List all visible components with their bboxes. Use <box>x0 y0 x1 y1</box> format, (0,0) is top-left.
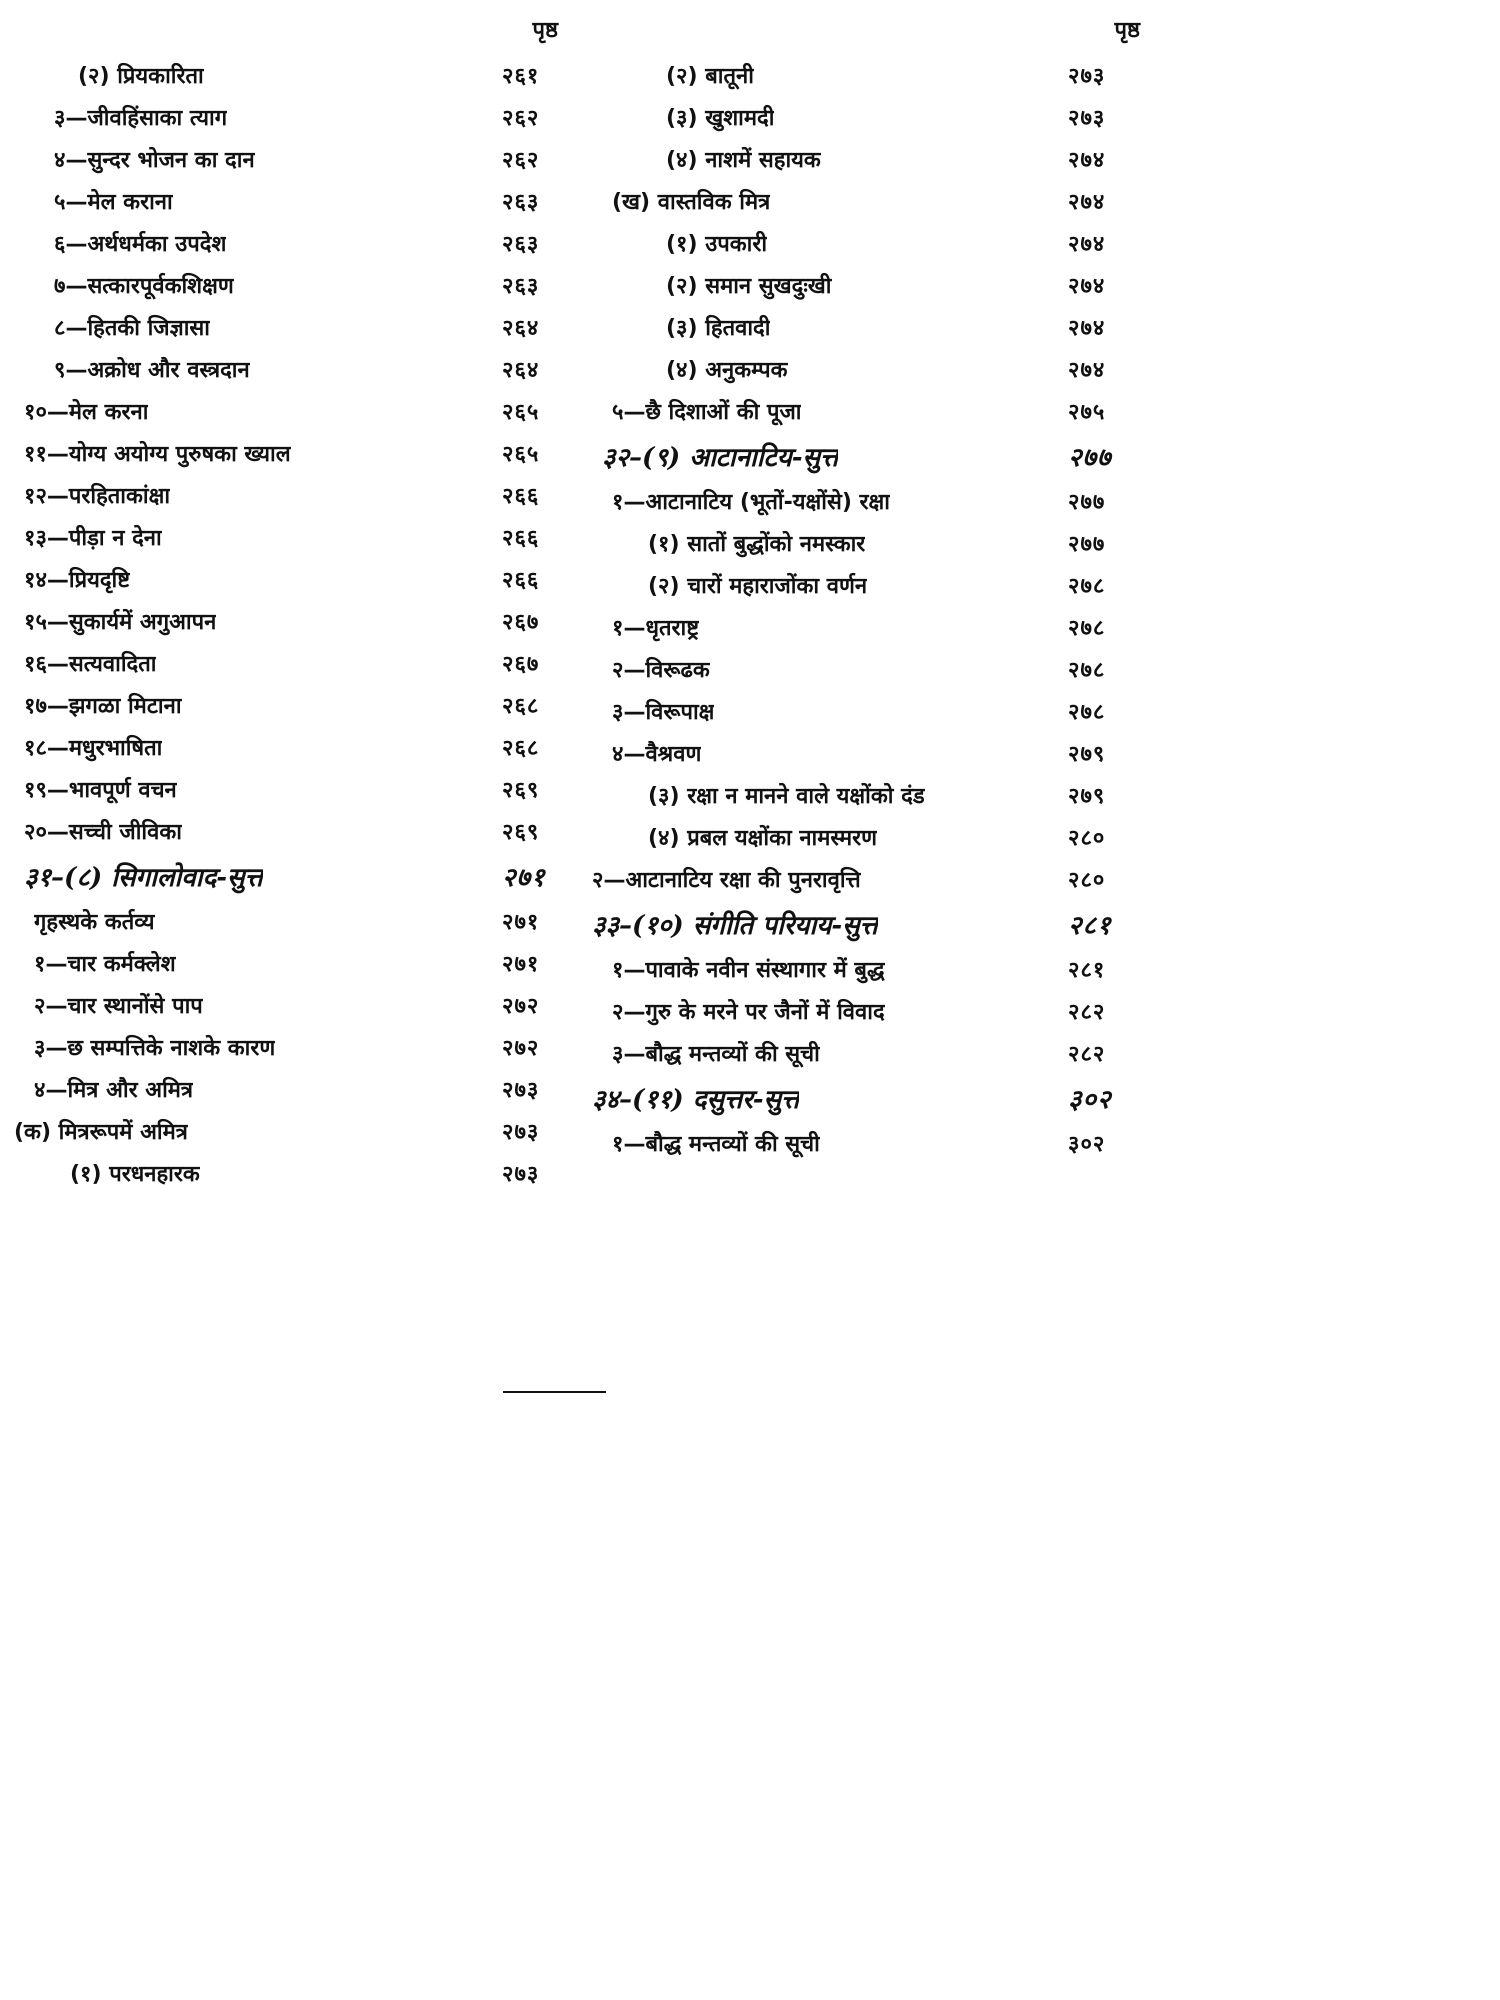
entry-title: १६—सत्यवादिता <box>24 652 157 677</box>
contents-column-right <box>592 14 1140 1164</box>
entry-title: (२) प्रियकारिता <box>78 64 204 89</box>
toc-entry <box>14 390 566 432</box>
section-title: ३४–(११) दसुत्तर-सुत्त <box>592 1085 800 1115</box>
entry-title: १२—परहिताकांक्षा <box>24 484 171 509</box>
section-title: ३१–(८) सिगालोवाद-सुत्त <box>24 863 263 893</box>
toc-entry <box>592 606 1140 648</box>
toc-entry <box>592 690 1140 732</box>
entry-title: (१) सातों बुद्धोंको नमस्कार <box>648 532 866 557</box>
toc-entry <box>592 348 1140 390</box>
toc-entry <box>592 816 1140 858</box>
entry-title: २—विरूढक <box>612 658 710 683</box>
entry-page: २७३ <box>502 1120 540 1145</box>
entry-title: (४) नाशमें सहायक <box>666 148 821 173</box>
entry-title: ११—योग्य अयोग्य पुरुषका ख्याल <box>24 442 291 467</box>
entry-title: ७—सत्कारपूर्वकशिक्षण <box>54 274 234 299</box>
toc-entry <box>14 984 566 1026</box>
entry-title: ४—सुन्दर भोजन का दान <box>54 148 255 173</box>
entry-page: २६१ <box>502 64 540 89</box>
entry-page: २६६ <box>502 484 540 509</box>
entry-title: ५—मेल कराना <box>54 190 173 215</box>
entry-title: (ख) वास्तविक मित्र <box>612 190 771 215</box>
contents-column-left <box>14 14 566 1194</box>
entry-page: ३०२ <box>1068 1132 1106 1157</box>
entry-page: २७२ <box>502 1036 540 1061</box>
entry-title: ३—छ सम्पत्तिके नाशके कारण <box>34 1036 276 1061</box>
toc-entry <box>14 1152 566 1194</box>
section-page: २७१ <box>502 863 546 893</box>
entry-title: ६—अर्थधर्मका उपदेश <box>54 232 227 257</box>
entry-title: ८—हितकी जिज्ञासा <box>54 316 211 341</box>
entry-page: २६५ <box>502 442 540 467</box>
toc-entry <box>14 432 566 474</box>
entry-page: २७८ <box>1068 700 1106 725</box>
entry-page: २७८ <box>1068 574 1106 599</box>
entry-title: ९—अक्रोध और वस्त्रदान <box>54 358 250 383</box>
entry-title: ५—छै दिशाओं की पूजा <box>612 400 802 425</box>
section-title: ३३–(१०) संगीति परियाय-सुत्त <box>592 911 878 941</box>
entry-page: २८० <box>1068 826 1106 851</box>
toc-entry <box>14 264 566 306</box>
section-page: २८१ <box>1068 911 1112 941</box>
entry-title: (१) परधनहारक <box>70 1162 200 1187</box>
entry-title: (३) खुशामदी <box>666 106 775 131</box>
toc-entry <box>592 1032 1140 1074</box>
section-heading <box>592 432 1140 480</box>
entry-title: १३—पीड़ा न देना <box>24 526 162 551</box>
entry-page: २७३ <box>1068 106 1106 131</box>
entry-page: २६७ <box>502 652 540 677</box>
entry-title: १—धृतराष्ट्र <box>612 616 700 641</box>
toc-entry <box>14 96 566 138</box>
toc-entry <box>14 600 566 642</box>
entry-page: २७४ <box>1068 232 1106 257</box>
toc-entry <box>592 480 1140 522</box>
toc-entry <box>592 732 1140 774</box>
toc-entry <box>14 1110 566 1152</box>
entry-page: २६७ <box>502 610 540 635</box>
toc-entry <box>14 810 566 852</box>
entry-title: (४) प्रबल यक्षोंका नामस्मरण <box>648 826 878 851</box>
entry-title: १४—प्रियदृष्टि <box>24 568 131 593</box>
toc-entry <box>14 222 566 264</box>
entry-title: ३—जीवहिंसाका त्याग <box>54 106 228 131</box>
page-column-header: पृष्ठ <box>1114 18 1140 43</box>
toc-entry <box>14 180 566 222</box>
entry-title: १५—सुकार्यमें अगुआपन <box>24 610 217 635</box>
entry-page: २६६ <box>502 568 540 593</box>
entry-title: (३) हितवादी <box>666 316 771 341</box>
entry-title: ४—मित्र और अमित्र <box>34 1078 194 1103</box>
section-title: ३२–(९) आटानाटिय-सुत्त <box>602 443 839 473</box>
entry-page: २६९ <box>502 778 540 803</box>
entry-title: (क) मित्ररूपमें अमित्र <box>14 1120 188 1145</box>
entry-page: २७८ <box>1068 616 1106 641</box>
entry-page: २६३ <box>502 274 540 299</box>
entry-page: २७७ <box>1068 532 1106 557</box>
entry-page: २८० <box>1068 868 1106 893</box>
entry-page: २७१ <box>502 910 540 935</box>
entry-page: २६३ <box>502 190 540 215</box>
toc-entry <box>592 774 1140 816</box>
entry-title: २—चार स्थानोंसे पाप <box>34 994 203 1019</box>
entry-title: १८—मधुरभाषिता <box>24 736 163 761</box>
entry-page: २७५ <box>1068 400 1106 425</box>
entry-page: २८२ <box>1068 1000 1106 1025</box>
entry-title: १९—भावपूर्ण वचन <box>24 778 177 803</box>
entry-title: (३) रक्षा न मानने वाले यक्षोंको दंड <box>648 784 925 809</box>
entry-title: (४) अनुकम्पक <box>666 358 788 383</box>
entry-page: २६६ <box>502 526 540 551</box>
toc-entry <box>592 990 1140 1032</box>
toc-entry <box>14 684 566 726</box>
entry-title: २०—सच्ची जीविका <box>24 820 182 845</box>
entry-title: १—आटानाटिय (भूतों-यक्षोंसे) रक्षा <box>612 490 891 515</box>
entry-page: २७४ <box>1068 316 1106 341</box>
entry-title: (२) बातूनी <box>666 64 754 89</box>
section-heading <box>14 852 566 900</box>
entry-title: १०—मेल करना <box>24 400 149 425</box>
closing-rule <box>503 1391 606 1393</box>
toc-entry <box>592 96 1140 138</box>
toc-entry <box>14 768 566 810</box>
entry-page: २७९ <box>1068 742 1106 767</box>
entry-page: २७२ <box>502 994 540 1019</box>
toc-entry <box>14 474 566 516</box>
toc-entry <box>592 648 1140 690</box>
toc-entry <box>592 1122 1140 1164</box>
toc-entry <box>14 54 566 96</box>
toc-entry <box>592 222 1140 264</box>
section-heading <box>592 900 1140 948</box>
toc-entry <box>592 522 1140 564</box>
entry-title: (२) समान सुखदुःखी <box>666 274 832 299</box>
entry-page: २७३ <box>502 1162 540 1187</box>
entry-page: २६९ <box>502 820 540 845</box>
toc-entry <box>14 306 566 348</box>
toc-entry <box>14 726 566 768</box>
entry-title: १—बौद्ध मन्तव्यों की सूची <box>612 1132 820 1157</box>
entry-title: १७—झगळा मिटाना <box>24 694 182 719</box>
entry-page: २६३ <box>502 232 540 257</box>
toc-entry <box>592 390 1140 432</box>
section-page: ३०२ <box>1068 1085 1112 1115</box>
toc-entry <box>14 900 566 942</box>
entry-page: २७३ <box>502 1078 540 1103</box>
entry-title: (२) चारों महाराजोंका वर्णन <box>648 574 868 599</box>
section-heading <box>592 1074 1140 1122</box>
entry-page: २७७ <box>1068 490 1106 515</box>
entry-title: ३—बौद्ध मन्तव्यों की सूची <box>612 1042 820 1067</box>
toc-entry <box>592 858 1140 900</box>
toc-entry <box>14 348 566 390</box>
entry-page: २६२ <box>502 106 540 131</box>
toc-entry <box>14 558 566 600</box>
entry-title: २—आटानाटिय रक्षा की पुनरावृत्ति <box>592 868 861 893</box>
toc-entry <box>592 54 1140 96</box>
entry-page: २७४ <box>1068 148 1106 173</box>
toc-entry <box>592 180 1140 222</box>
page-column-header: पृष्ठ <box>532 18 558 43</box>
entry-page: २६४ <box>502 316 540 341</box>
entry-page: २७४ <box>1068 358 1106 383</box>
entry-page: २६८ <box>502 736 540 761</box>
toc-entry <box>14 1026 566 1068</box>
toc-entry <box>14 1068 566 1110</box>
entry-page: २८२ <box>1068 1042 1106 1067</box>
entry-page: २७१ <box>502 952 540 977</box>
toc-entry <box>592 264 1140 306</box>
entry-page: २८१ <box>1068 958 1106 983</box>
entry-page: २६८ <box>502 694 540 719</box>
entry-title: १—चार कर्मक्लेश <box>34 952 176 977</box>
entry-page: २६२ <box>502 148 540 173</box>
entry-title: ४—वैश्रवण <box>612 742 702 767</box>
toc-entry <box>14 516 566 558</box>
entry-title: गृहस्थके कर्तव्य <box>34 910 155 935</box>
toc-entry <box>592 138 1140 180</box>
entry-title: (१) उपकारी <box>666 232 768 257</box>
toc-entry <box>14 942 566 984</box>
entry-title: १—पावाके नवीन संस्थागार में बुद्ध <box>612 958 885 983</box>
toc-entry <box>592 948 1140 990</box>
toc-entry <box>14 138 566 180</box>
toc-entry <box>592 306 1140 348</box>
entry-page: २७८ <box>1068 658 1106 683</box>
entry-page: २७४ <box>1068 190 1106 215</box>
entry-title: २—गुरु के मरने पर जैनों में विवाद <box>612 1000 885 1025</box>
entry-page: २६५ <box>502 400 540 425</box>
entry-title: ३—विरूपाक्ष <box>612 700 715 725</box>
section-page: २७७ <box>1068 443 1112 473</box>
toc-entry <box>592 564 1140 606</box>
toc-entry <box>14 642 566 684</box>
entry-page: २७३ <box>1068 64 1106 89</box>
entry-page: २६४ <box>502 358 540 383</box>
entry-page: २७४ <box>1068 274 1106 299</box>
entry-page: २७९ <box>1068 784 1106 809</box>
